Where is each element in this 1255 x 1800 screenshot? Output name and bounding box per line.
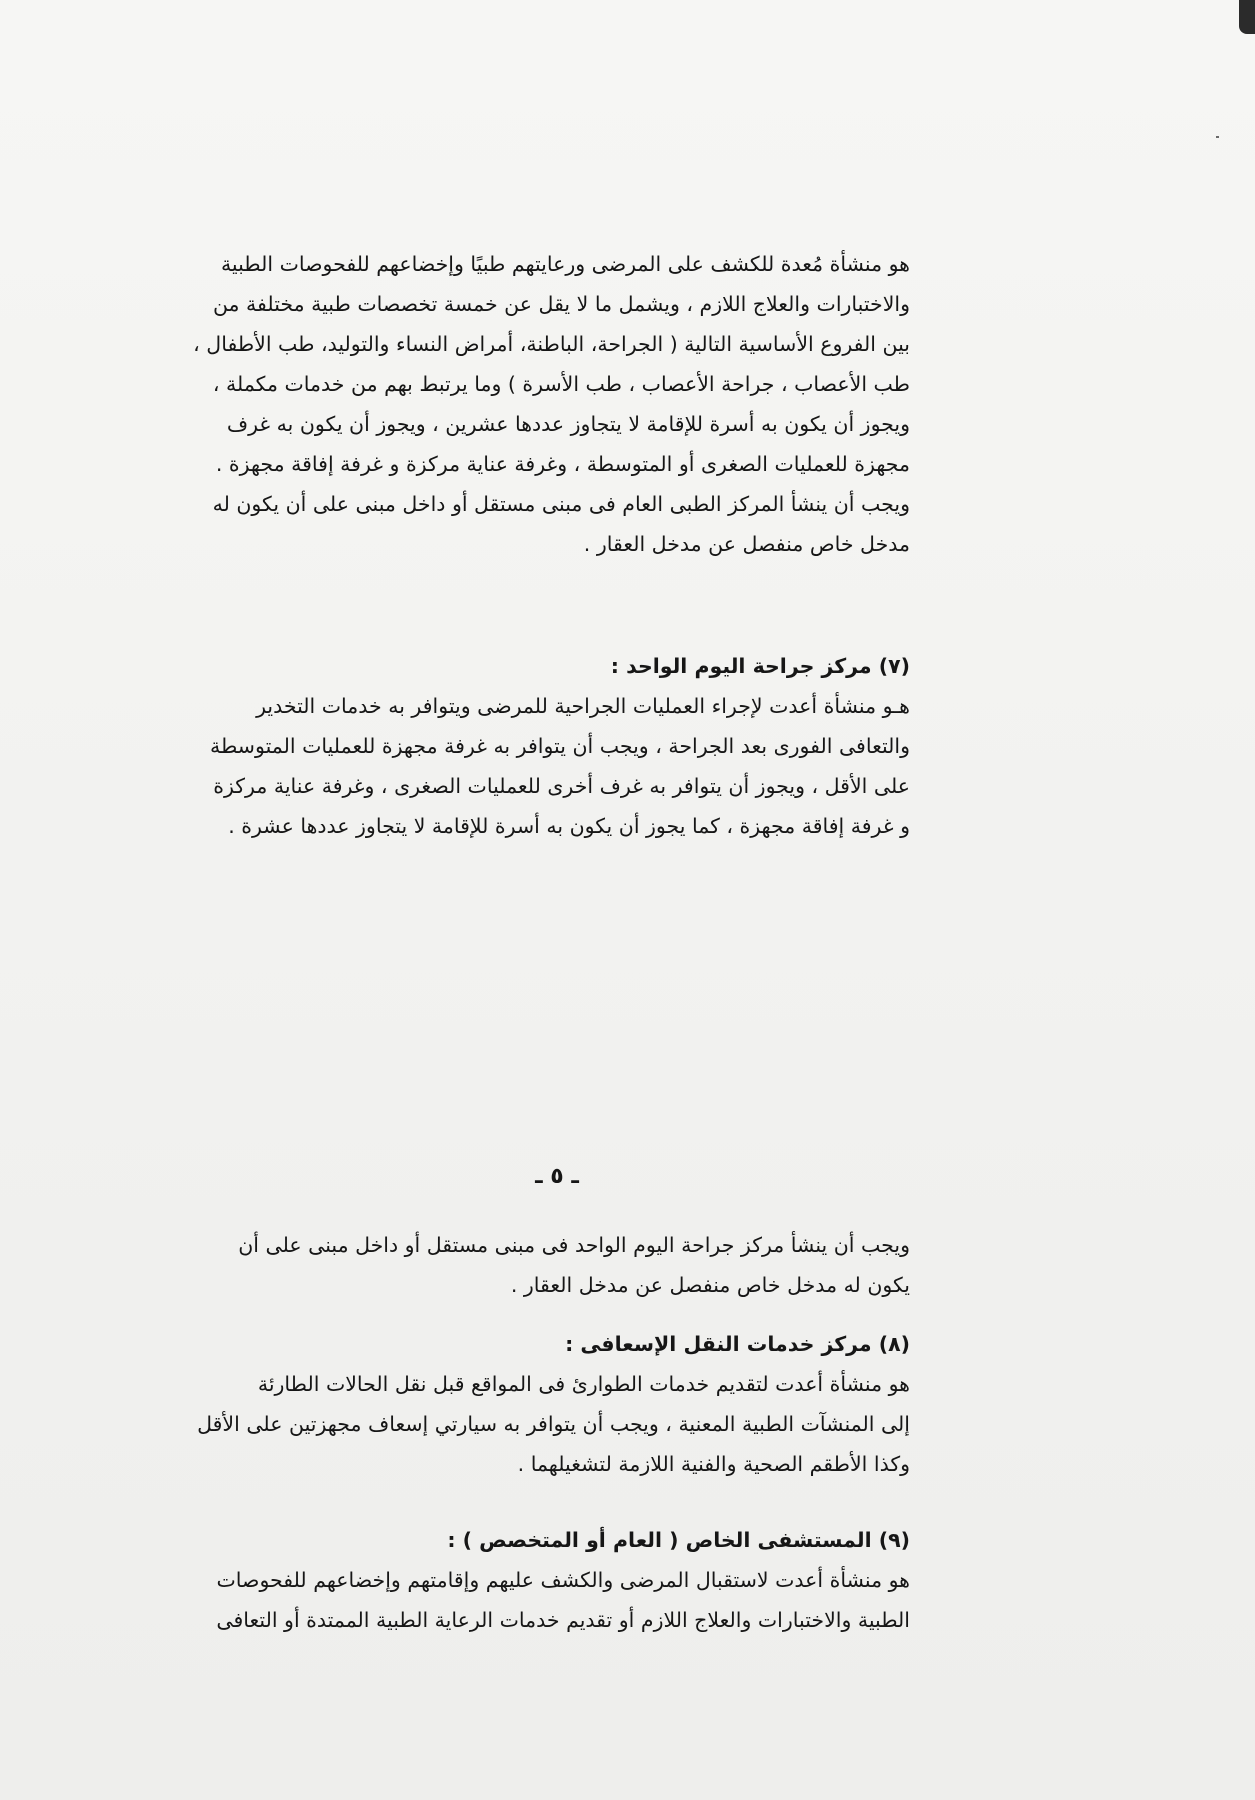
section-private-hospital xyxy=(80,1520,910,1640)
paragraph-line: بين الفروع الأساسية التالية ( الجراحة، الباطنة، أمراض النساء والتوليد، طب الأطفال ، xyxy=(193,332,910,356)
section-day-surgery-center xyxy=(80,646,910,846)
paragraph-line: ويجب أن ينشأ المركز الطبى العام فى مبنى مستقل أو داخل مبنى على أن يكون له xyxy=(212,492,910,516)
paragraph-line: يكون له مدخل خاص منفصل عن مدخل العقار . xyxy=(510,1273,910,1297)
paragraph-line: على الأقل ، ويجوز أن يتوافر به غرف أخرى للعمليات الصغرى ، وغرفة عناية مركزة xyxy=(213,774,910,798)
page-number: ـ ٥ ـ xyxy=(535,1164,579,1189)
paragraph-line: ويجب أن ينشأ مركز جراحة اليوم الواحد فى مبنى مستقل أو داخل مبنى على أن xyxy=(238,1233,910,1257)
paragraph-line: والاختبارات والعلاج اللازم ، ويشمل ما لا يقل عن خمسة تخصصات طبية مختلفة من xyxy=(212,292,910,316)
section-day-surgery-continued xyxy=(80,1225,910,1305)
paragraph-line: هـو منشأة أعدت لإجراء العمليات الجراحية للمرضى ويتوافر به خدمات التخدير xyxy=(256,694,910,718)
section-general-medical-center xyxy=(80,244,910,564)
paragraph-line: و غرفة إفاقة مجهزة ، كما يجوز أن يكون به أسرة للإقامة لا يتجاوز عددها عشرة . xyxy=(228,814,910,838)
paragraph-line: مدخل خاص منفصل عن مدخل العقار . xyxy=(583,532,910,556)
section-heading: (٩) المستشفى الخاص ( العام أو المتخصص ) : xyxy=(447,1528,910,1552)
section-ambulance-services xyxy=(80,1324,910,1484)
paragraph-line: هو منشأة مُعدة للكشف على المرضى ورعايتهم طبيًا وإخضاعهم للفحوصات الطبية xyxy=(220,252,910,276)
section-heading: (٨) مركز خدمات النقل الإسعافى : xyxy=(565,1332,910,1356)
paragraph-line: وكذا الأطقم الصحية والفنية اللازمة لتشغيلهما . xyxy=(517,1452,910,1476)
scan-speck xyxy=(1216,136,1219,138)
paragraph-line: هو منشأة أعدت لتقديم خدمات الطوارئ فى المواقع قبل نقل الحالات الطارئة xyxy=(257,1372,910,1396)
paragraph-line: والتعافى الفورى بعد الجراحة ، ويجب أن يتوافر به غرفة مجهزة للعمليات المتوسطة xyxy=(210,734,910,758)
paragraph-line: الطبية والاختبارات والعلاج اللازم أو تقديم خدمات الرعاية الطبية الممتدة أو التعافى xyxy=(216,1608,910,1632)
paragraph-line: هو منشأة أعدت لاستقبال المرضى والكشف عليهم وإقامتهم وإخضاعهم للفحوصات xyxy=(216,1568,910,1592)
section-heading: (٧) مركز جراحة اليوم الواحد : xyxy=(610,654,910,678)
scan-corner-mark xyxy=(1239,0,1255,34)
paragraph-line: إلى المنشآت الطبية المعنية ، ويجب أن يتوافر به سيارتي إسعاف مجهزتين على الأقل xyxy=(197,1412,910,1436)
paragraph-line: طب الأعصاب ، جراحة الأعصاب ، طب الأسرة ) وما يرتبط بهم من خدمات مكملة ، xyxy=(212,372,910,396)
paragraph-line: ويجوز أن يكون به أسرة للإقامة لا يتجاوز عددها عشرين ، ويجوز أن يكون به غرف xyxy=(226,412,910,436)
paragraph-line: مجهزة للعمليات الصغرى أو المتوسطة ، وغرفة عناية مركزة و غرفة إفاقة مجهزة . xyxy=(215,452,910,476)
